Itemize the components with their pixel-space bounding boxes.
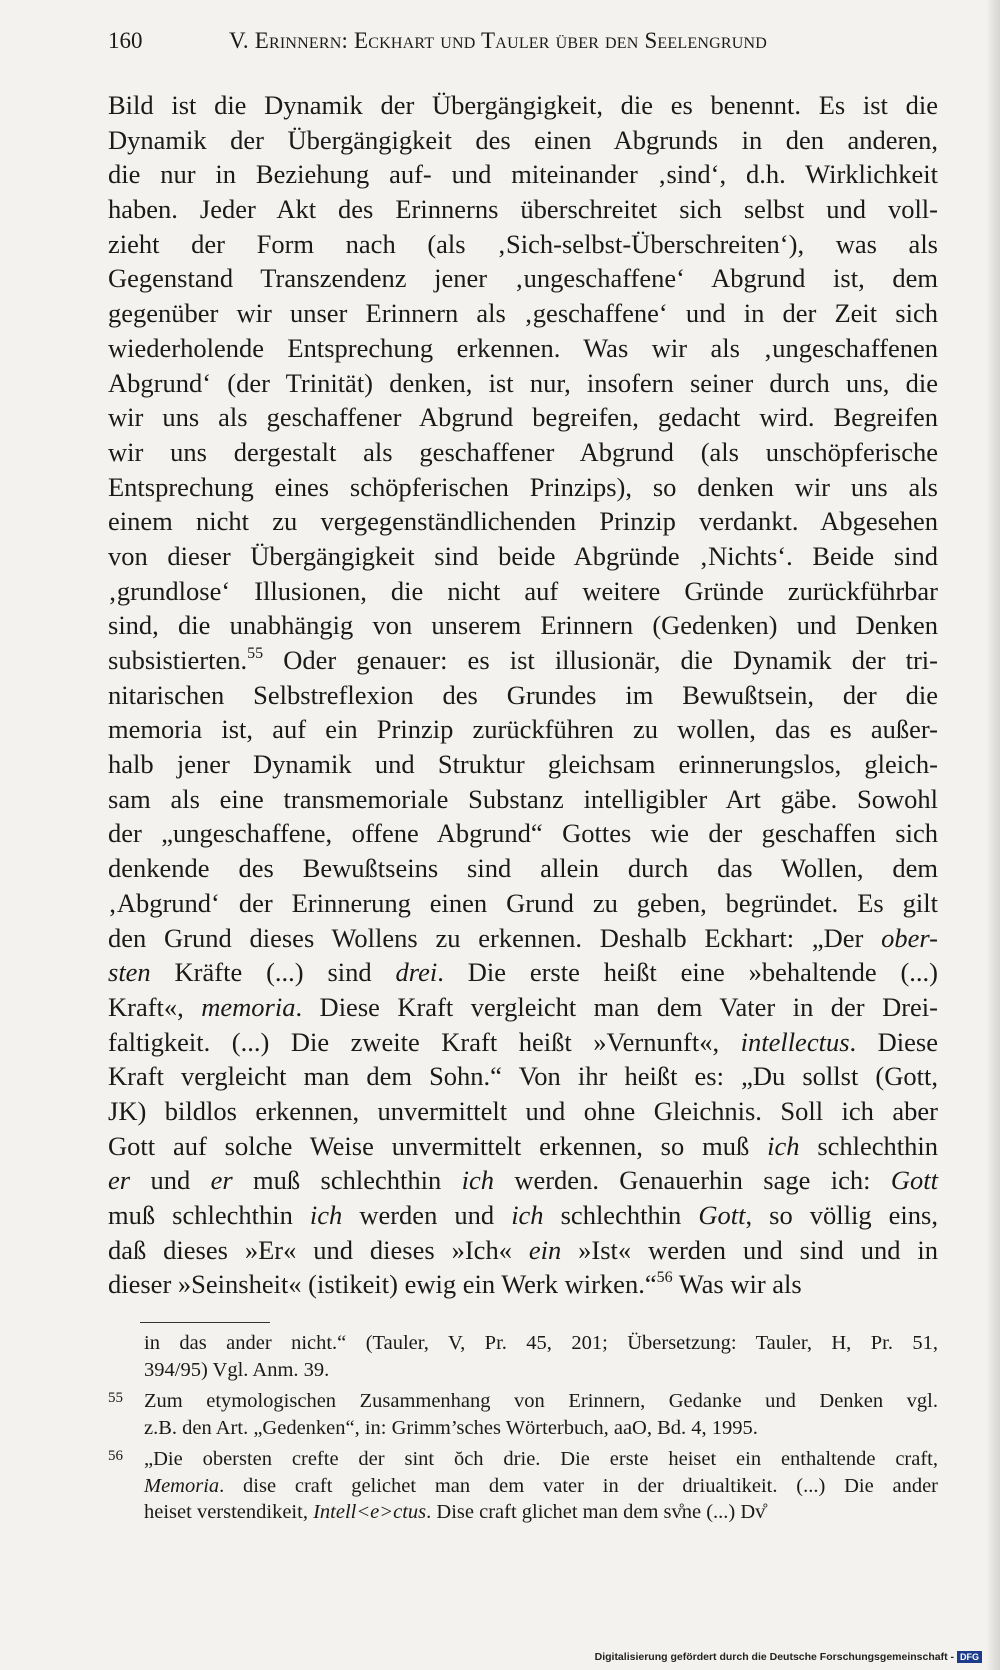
text-segment: werden. Genauerhin sage ich: bbox=[493, 1165, 891, 1196]
italic-segment: drei bbox=[395, 957, 438, 988]
text-line: Gegenstand Transzendenz jener ‚ungeschaffene‘ Abgrund ist, dem bbox=[108, 263, 938, 294]
footnote-line: Zum etymologischen Zusammenhang von Erinnern, Gedanke und Denken vgl. bbox=[144, 1390, 938, 1412]
footnote-line: 394/95) Vgl. Anm. 39. bbox=[144, 1358, 330, 1381]
italic-segment: ein bbox=[528, 1234, 562, 1265]
text-line: Abgrund‘ (der Trinität) denken, ist nur, insofern seiner durch uns, die bbox=[108, 367, 938, 398]
footnote-line: z.B. den Art. „Gedenken“, in: Grimm’sches Wörterbuch, aaO, Bd. 4, 1995. bbox=[144, 1416, 758, 1439]
footnote-continued bbox=[108, 1330, 938, 1383]
footnote-number: 56 bbox=[108, 1448, 123, 1464]
text-line: haben. Jeder Akt des Erinnerns überschreitet sich selbst und voll- bbox=[108, 194, 938, 225]
text-line bbox=[108, 1163, 938, 1198]
text-line: gegenüber wir unser Erinnern als ‚geschaffene‘ und in der Zeit sich bbox=[108, 298, 938, 329]
text-line: sam als eine transmemoriale Substanz intelligibler Art gäbe. Sowohl bbox=[108, 783, 938, 814]
text-line: einem nicht zu vergegenständlichenden Prinzip verdankt. Abgesehen bbox=[108, 506, 938, 537]
text-line bbox=[108, 1025, 938, 1060]
italic-segment: ich bbox=[767, 1130, 800, 1161]
text-segment: heiset verstendikeit, bbox=[144, 1501, 314, 1523]
footnote-ref-55[interactable]: 55 bbox=[247, 645, 264, 662]
text-segment: daß dieses »Er« und dieses »Ich« bbox=[108, 1234, 529, 1265]
text-segment: Was wir als bbox=[672, 1269, 802, 1300]
text-segment: dieser »Seinsheit« (istikeit) ewig ein Werk wirken.“ bbox=[108, 1269, 657, 1300]
italic-segment: ich bbox=[461, 1165, 494, 1196]
text-line: von dieser Übergängigkeit sind beide Abgründe ‚Nichts‘. Beide sind bbox=[108, 540, 938, 571]
text-segment: . Diese Kraft vergleicht man dem Vater in der Drei- bbox=[295, 991, 938, 1022]
text-segment: . Die erste heißt eine »behaltende (...) bbox=[437, 957, 938, 988]
main-text bbox=[108, 88, 938, 1302]
text-segment: . Dise craft glichet man dem sv̊ne (...) Dv̊ bbox=[426, 1501, 766, 1523]
text-line: der „ungeschaffene, offene Abgrund“ Gottes wie der geschaffen sich bbox=[108, 818, 938, 849]
footnote-divider bbox=[140, 1322, 270, 1323]
italic-segment: Memoria bbox=[144, 1474, 220, 1497]
text-line: memoria ist, auf ein Prinzip zurückführen zu wollen, das es außer- bbox=[108, 714, 938, 745]
text-line bbox=[108, 643, 938, 678]
text-segment: . dise craft gelichet man dem vater in der driualtikeit. (...) Die ander bbox=[219, 1474, 938, 1497]
text-line: JK) bildlos erkennen, unvermittelt und ohne Gleichnis. Soll ich aber bbox=[108, 1095, 938, 1126]
text-segment: werden und bbox=[342, 1200, 512, 1230]
italic-segment: intellectus bbox=[740, 1026, 850, 1057]
text-segment: . Diese bbox=[849, 1026, 938, 1057]
text-line bbox=[108, 1267, 938, 1302]
text-segment: faltigkeit. (...) Die zweite Kraft heißt »Vernunft«, bbox=[108, 1026, 741, 1057]
text-line bbox=[108, 1233, 938, 1268]
page-edge-shadow bbox=[986, 0, 1000, 1670]
text-segment: und bbox=[130, 1165, 211, 1196]
text-line: wir uns als geschaffener Abgrund begreifen, gedacht wird. Begreifen bbox=[108, 402, 938, 433]
text-line bbox=[108, 1198, 938, 1233]
italic-segment: ich bbox=[309, 1200, 343, 1230]
text-line: Kraft vergleicht man dem Sohn.“ Von ihr heißt es: „Du sollst (Gott, bbox=[108, 1061, 938, 1092]
footnote-ref-56[interactable]: 56 bbox=[656, 1269, 673, 1287]
text-line: Dynamik der Übergängigkeit des einen Abgrunds in den anderen, bbox=[108, 124, 938, 155]
text-line bbox=[108, 921, 938, 956]
text-segment: Oder genauer: es ist illusionär, die Dynamik der tri- bbox=[283, 645, 938, 675]
footnote-56 bbox=[108, 1446, 938, 1526]
italic-segment: Intell<e>ctus bbox=[313, 1501, 427, 1523]
text-line: Bild ist die Dynamik der Übergängigkeit, die es benennt. Es ist die bbox=[108, 90, 938, 120]
text-segment: schlechthin bbox=[543, 1200, 699, 1230]
text-line bbox=[108, 990, 938, 1025]
credit-text: Digitalisierung gefördert durch die Deutsche Forschungsgemeinschaft - bbox=[594, 1651, 954, 1663]
text-segment: subsistierten. bbox=[108, 645, 248, 675]
digitization-credit bbox=[595, 1651, 982, 1663]
italic-segment: sten bbox=[108, 957, 151, 988]
running-head: V. Erinnern: Eckhart und Tauler über den Seelengrund bbox=[229, 28, 767, 53]
text-segment: schlechthin bbox=[799, 1130, 938, 1161]
text-segment: Kraft«, bbox=[108, 991, 202, 1022]
text-segment: Gott auf solche Weise unvermittelt erkennen, so muß bbox=[108, 1130, 768, 1161]
page-number: 160 bbox=[108, 28, 143, 53]
text-segment: den Grund dieses Wollens zu erkennen. Deshalb Eckhart: „Der bbox=[108, 922, 882, 953]
footnote-line: in das ander nicht.“ (Tauler, V, Pr. 45, 201; Übersetzung: Tauler, H, Pr. 51, bbox=[144, 1332, 938, 1354]
text-line bbox=[108, 955, 938, 990]
text-line: wir uns dergestalt als geschaffener Abgrund (als unschöpferische bbox=[108, 436, 938, 467]
text-segment: »Ist« werden und sind und in bbox=[561, 1234, 939, 1265]
text-line bbox=[108, 1129, 938, 1164]
text-line: die nur in Beziehung auf- und miteinander ‚sind‘, d.h. Wirklichkeit bbox=[108, 159, 938, 190]
italic-segment: ober- bbox=[881, 922, 938, 953]
italic-segment: Gott bbox=[890, 1165, 938, 1196]
footnote-line: „Die obersten crefte der sint ŏch drie. Die erste heiset ein enthaltende craft, bbox=[144, 1448, 938, 1470]
text-line: wiederholende Entsprechung erkennen. Was wir als ‚ungeschaffenen bbox=[108, 332, 938, 363]
italic-segment: memoria bbox=[201, 991, 296, 1022]
text-segment: muß schlechthin bbox=[108, 1200, 310, 1230]
text-line: ‚grundlose‘ Illusionen, die nicht auf weitere Gründe zurückführbar bbox=[108, 575, 938, 606]
text-line: denkende des Bewußtseins sind allein durch das Wollen, dem bbox=[108, 853, 938, 884]
footnote-line bbox=[144, 1473, 938, 1500]
text-line: ‚Abgrund‘ der Erinnerung einen Grund zu geben, begründet. Es gilt bbox=[108, 887, 938, 918]
text-segment: muß schlechthin bbox=[232, 1165, 462, 1196]
text-line: zieht der Form nach (als ‚Sich-selbst-Überschreiten‘), was als bbox=[108, 228, 938, 259]
text-line: sind, die unabhängig von unserem Erinnern (Gedenken) und Denken bbox=[108, 610, 938, 641]
text-segment: Kräfte (...) sind bbox=[150, 957, 396, 988]
dfg-logo: DFG bbox=[957, 1651, 982, 1663]
text-line: Entsprechung eines schöpferischen Prinzips), so denken wir uns als bbox=[108, 471, 938, 502]
text-line: halb jener Dynamik und Struktur gleichsam erinnerungslos, gleich- bbox=[108, 749, 938, 780]
page-header bbox=[108, 24, 908, 58]
footnotes bbox=[108, 1330, 938, 1531]
footnote-number: 55 bbox=[108, 1390, 123, 1406]
text-segment: , so völlig eins, bbox=[745, 1200, 938, 1230]
text-line: nitarischen Selbstreflexion des Grundes im Bewußtsein, der die bbox=[108, 679, 938, 710]
italic-segment: er bbox=[210, 1165, 233, 1196]
italic-segment: Gott bbox=[698, 1200, 746, 1230]
footnote-55 bbox=[108, 1388, 938, 1441]
italic-segment: er bbox=[108, 1165, 131, 1196]
italic-segment: ich bbox=[511, 1200, 544, 1230]
footnote-line bbox=[144, 1499, 938, 1526]
